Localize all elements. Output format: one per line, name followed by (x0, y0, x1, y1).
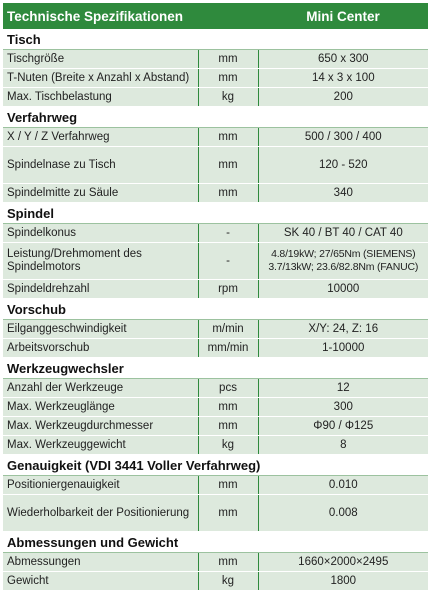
row-unit: mm (198, 495, 258, 532)
section-header (3, 107, 428, 128)
row-label: Max. Werkzeuggewicht (3, 436, 198, 455)
row-unit: mm/min (198, 339, 258, 358)
table-row (3, 280, 428, 299)
table-row (3, 184, 428, 203)
table-row (3, 88, 428, 107)
row-label: Arbeitsvorschub (3, 339, 198, 358)
row-label: Positioniergenauigkeit (3, 476, 198, 495)
model-name: Mini Center (258, 3, 428, 29)
row-value: 340 (258, 184, 428, 203)
row-value: SK 40 / BT 40 / CAT 40 (258, 224, 428, 243)
table-row (3, 417, 428, 436)
row-value: 0.010 (258, 476, 428, 495)
row-unit: mm (198, 184, 258, 203)
table-row (3, 476, 428, 495)
row-value: 14 x 3 x 100 (258, 69, 428, 88)
row-unit: rpm (198, 280, 258, 299)
row-label: Max. Tischbelastung (3, 88, 198, 107)
row-value: 0.008 (258, 495, 428, 532)
table-row (3, 224, 428, 243)
section-title: Abmessungen und Gewicht (3, 532, 428, 553)
table-row (3, 320, 428, 339)
row-label: Eilganggeschwindigkeit (3, 320, 198, 339)
table-header (3, 3, 428, 29)
row-value (258, 243, 428, 280)
row-unit: mm (198, 553, 258, 572)
section-title: Spindel (3, 203, 428, 224)
row-value-line: 3.7/13kW; 23.6/82.8Nm (FANUC) (268, 261, 419, 273)
row-value: 10000 (258, 280, 428, 299)
table-row (3, 553, 428, 572)
row-label: Wiederholbarkeit der Positionierung (3, 495, 198, 532)
row-label: Anzahl der Werkzeuge (3, 379, 198, 398)
section-header (3, 203, 428, 224)
row-value: 650 x 300 (258, 50, 428, 69)
row-label: Spindelkonus (3, 224, 198, 243)
row-unit: - (198, 243, 258, 280)
section-header (3, 532, 428, 553)
row-value-line: 4.8/19kW; 27/65Nm (SIEMENS) (271, 248, 416, 260)
row-value: 1800 (258, 572, 428, 591)
row-label: Leistung/Drehmoment des Spindelmotors (3, 243, 198, 280)
row-unit: mm (198, 476, 258, 495)
row-label: Abmessungen (3, 553, 198, 572)
row-value: 120 - 520 (258, 147, 428, 184)
section-title: Genauigkeit (VDI 3441 Voller Verfahrweg) (3, 455, 428, 476)
row-label: X / Y / Z Verfahrweg (3, 128, 198, 147)
row-value: Φ90 / Φ125 (258, 417, 428, 436)
section-header (3, 358, 428, 379)
row-unit: mm (198, 69, 258, 88)
row-value: 1-10000 (258, 339, 428, 358)
section-title: Vorschub (3, 299, 428, 320)
spec-table (3, 3, 428, 591)
row-value: 1660×2000×2495 (258, 553, 428, 572)
row-label: T-Nuten (Breite x Anzahl x Abstand) (3, 69, 198, 88)
row-value: 8 (258, 436, 428, 455)
row-unit: mm (198, 398, 258, 417)
row-value: 12 (258, 379, 428, 398)
table-row (3, 243, 428, 280)
row-unit: m/min (198, 320, 258, 339)
row-unit: mm (198, 50, 258, 69)
section-header (3, 299, 428, 320)
section-title: Verfahrweg (3, 107, 428, 128)
row-label: Max. Werkzeuglänge (3, 398, 198, 417)
row-unit: pcs (198, 379, 258, 398)
row-value: 500 / 300 / 400 (258, 128, 428, 147)
row-value: X/Y: 24, Z: 16 (258, 320, 428, 339)
table-row (3, 398, 428, 417)
row-unit: mm (198, 417, 258, 436)
section-title: Tisch (3, 29, 428, 50)
row-unit: - (198, 224, 258, 243)
table-row (3, 572, 428, 591)
table-row (3, 147, 428, 184)
table-title: Technische Spezifikationen (3, 3, 258, 29)
row-label: Spindeldrehzahl (3, 280, 198, 299)
table-row (3, 495, 428, 532)
section-header (3, 29, 428, 50)
table-row (3, 379, 428, 398)
table-row (3, 339, 428, 358)
row-unit: kg (198, 88, 258, 107)
table-row (3, 128, 428, 147)
row-label: Spindelmitte zu Säule (3, 184, 198, 203)
row-value: 200 (258, 88, 428, 107)
table-row (3, 436, 428, 455)
section-header (3, 455, 428, 476)
table-row (3, 69, 428, 88)
row-value: 300 (258, 398, 428, 417)
row-unit: mm (198, 128, 258, 147)
table-row (3, 50, 428, 69)
row-unit: kg (198, 436, 258, 455)
row-label: Spindelnase zu Tisch (3, 147, 198, 184)
row-unit: mm (198, 147, 258, 184)
row-label: Max. Werkzeugdurchmesser (3, 417, 198, 436)
row-unit: kg (198, 572, 258, 591)
row-label: Tischgröße (3, 50, 198, 69)
row-label: Gewicht (3, 572, 198, 591)
section-title: Werkzeugwechsler (3, 358, 428, 379)
